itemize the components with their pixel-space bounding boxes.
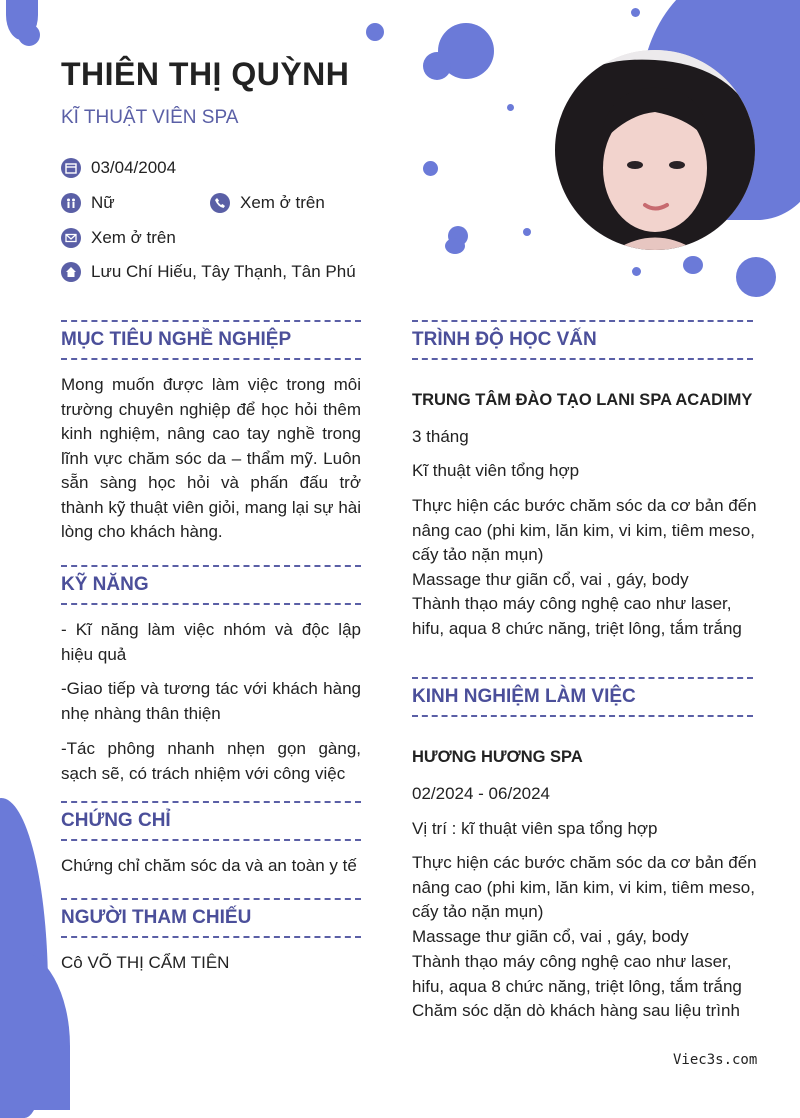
email-row — [61, 228, 176, 248]
experience-period: 02/2024 - 06/2024 — [412, 784, 551, 803]
education-school: TRUNG TÂM ĐÀO TẠO LANI SPA ACADIMY — [412, 391, 753, 409]
decor-bubble — [683, 256, 703, 274]
references-heading-text: NGƯỜI THAM CHIẾU — [61, 907, 252, 928]
experience-detail: Thực hiện các bước chăm sóc da cơ bản đến nâng cao (phi kim, lăn kim, vi kim, tiêm meso, cấy tảo nặn mụn) — [412, 853, 757, 921]
references-heading — [61, 898, 361, 938]
reference-item: Cô VÕ THỊ CẨM TIÊN — [61, 953, 230, 972]
education-duration: 3 tháng — [412, 427, 469, 446]
education-major: Kĩ thuật viên tổng hợp — [412, 461, 580, 480]
skill-item: -Giao tiếp và tương tác với khách hàng nhẹ nhàng thân thiện — [61, 679, 361, 723]
phone-row — [210, 193, 325, 213]
home-icon — [61, 262, 81, 282]
watermark: Viec3s.com — [673, 1052, 758, 1068]
decor-dot — [507, 104, 514, 111]
experience-heading — [412, 677, 753, 717]
experience-company: HƯƠNG HƯƠNG SPA — [412, 748, 583, 766]
address-value: Lưu Chí Hiếu, Tây Thạnh, Tân Phú — [91, 262, 356, 281]
experience-detail: Massage thư giãn cổ, vai , gáy, body — [412, 927, 689, 946]
decor-bubble-large — [736, 257, 776, 297]
email-value: Xem ở trên — [91, 228, 176, 247]
decor-dot — [423, 161, 438, 176]
skill-item: -Tác phông nhanh nhẹn gọn gàng, sạch sẽ, có trách nhiệm với công việc — [61, 739, 361, 783]
decor-bubble — [423, 52, 451, 80]
education-detail: Thực hiện các bước chăm sóc da cơ bản đến nâng cao (phi kim, lăn kim, vi kim, tiêm meso, cấy tảo nặn mụn) — [412, 496, 757, 564]
gender-icon — [61, 193, 81, 213]
experience-detail: Chăm sóc dặn dò khách hàng sau liệu trình — [412, 1001, 740, 1020]
decor-blob-left-bottom — [0, 950, 70, 1110]
objective-heading-text: MỤC TIÊU NGHỀ NGHIỆP — [61, 329, 292, 350]
decor-dot — [523, 228, 531, 236]
decor-dot — [631, 8, 640, 17]
skills-heading — [61, 565, 361, 605]
objective-text: Mong muốn được làm việc trong môi trường chuyên nghiệp để học hỏi thêm kinh nghiệm, nâng cao tay nghề trong lĩnh vực chăm sóc da – thẩm mỹ. Luôn sẵn sàng học hỏi và phấn đấu trở thành kỹ thuật viên giỏi, mang lại sự hài lòng cho khách hàng. — [61, 375, 361, 541]
skill-item: - Kĩ năng làm việc nhóm và độc lập hiệu quả — [61, 620, 361, 664]
decor-dot — [366, 23, 384, 41]
objective-heading — [61, 320, 361, 360]
experience-detail: Thành thạo máy công nghệ cao như laser, hifu, aqua 8 chức năng, triệt lông, tắm trắng — [412, 952, 742, 996]
education-detail: Massage thư giãn cổ, vai , gáy, body — [412, 570, 689, 589]
email-icon — [61, 228, 81, 248]
address-row — [61, 262, 356, 282]
experience-position: Vị trí : kĩ thuật viên spa tổng hợp — [412, 819, 658, 838]
education-detail: Thành thạo máy công nghệ cao như laser, hifu, aqua 8 chức năng, triệt lông, tắm trắng — [412, 594, 742, 638]
decor-bubble — [445, 238, 465, 254]
avatar — [555, 50, 755, 250]
phone-icon — [210, 193, 230, 213]
certificate-item: Chứng chỉ chăm sóc da và an toàn y tế — [61, 856, 357, 875]
education-heading-text: TRÌNH ĐỘ HỌC VẤN — [412, 329, 597, 350]
decor-dot — [632, 267, 641, 276]
education-heading — [412, 320, 753, 360]
gender-value: Nữ — [91, 193, 115, 212]
certificates-heading-text: CHỨNG CHỈ — [61, 810, 171, 831]
skills-heading-text: KỸ NĂNG — [61, 574, 149, 595]
certificates-heading — [61, 801, 361, 841]
phone-value: Xem ở trên — [240, 193, 325, 212]
job-title: KĨ THUẬT VIÊN SPA — [61, 107, 239, 128]
experience-heading-text: KINH NGHIỆM LÀM VIỆC — [412, 686, 636, 707]
gender-row — [61, 193, 115, 213]
candidate-name: THIÊN THỊ QUỲNH — [61, 56, 350, 92]
birthday-value: 03/04/2004 — [91, 158, 177, 177]
decor-dot — [18, 24, 40, 46]
birthday-row — [61, 158, 176, 178]
calendar-icon — [61, 158, 81, 178]
